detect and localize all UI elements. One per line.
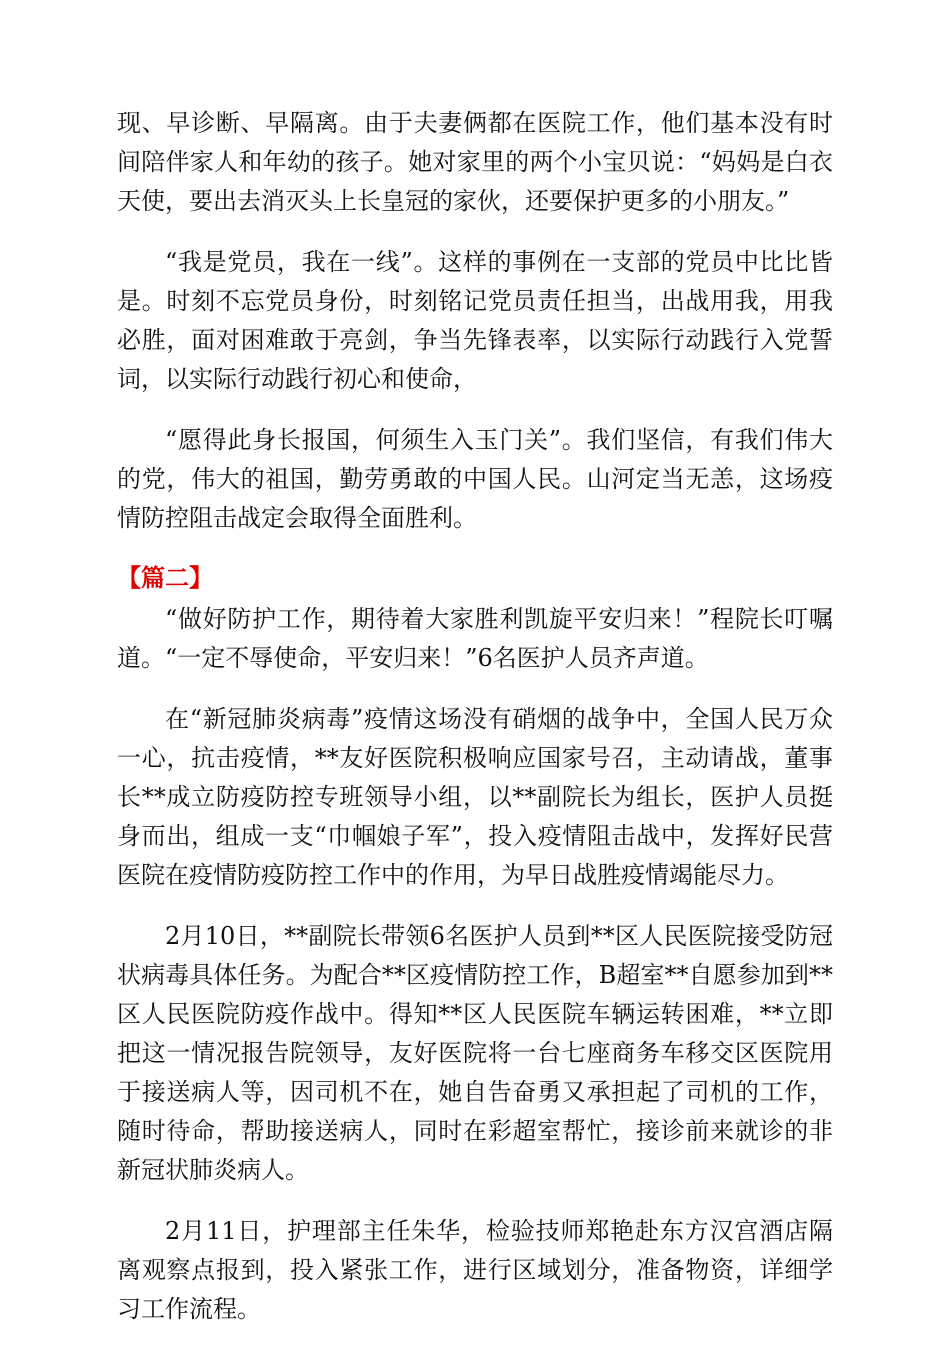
paragraph-continued: 现、早诊断、早隔离。由于夫妻俩都在医院工作，他们基本没有时间陪伴家人和年幼的孩子。她对家里的两个小宝贝说：“妈妈是白衣天使，要出去消灭头上长皇冠的家伙，还要保护更多的小朋友。”	[117, 109, 833, 215]
paragraph-poem-quote: “愿得此身长报国，何须生入玉门关”。我们坚信，有我们伟大的党，伟大的祖国，勤劳勇敢的中国人民。山河定当无恙，这场疫情防控阻击战定会取得全面胜利。	[117, 426, 833, 532]
section-title: 【篇二】	[117, 564, 213, 592]
document-body	[117, 104, 833, 1351]
paragraph-farewell: “做好防护工作，期待着大家胜利凯旋平安归来！”程院长叮嘱道。“一定不辱使命，平安归来！”6名医护人员齐声道。	[117, 605, 833, 672]
paragraph-feb-10: 2月10日，**副院长带领6名医护人员到**区人民医院接受防冠状病毒具体任务。为配合**区疫情防控工作，B超室**自愿参加到**区人民医院防疫作战中。得知**区人民医院车辆运转困难，**立即把这一情况报告院领导，友好医院将一台七座商务车移交区医院用于接送病人等，因司机不在，她自告奋勇又承担起了司机的工作，随时待命，帮助接送病人，同时在彩超室帮忙，接诊前来就诊的非新冠状肺炎病人。	[117, 922, 833, 1184]
paragraph-epidemic-response: 在“新冠肺炎病毒”疫情这场没有硝烟的战争中，全国人民万众一心，抗击疫情，**友好医院积极响应国家号召，主动请战，董事长**成立防疫防控专班领导小组，以**副院长为组长，医护人员挺身而出，组成一支“巾帼娘子军”，投入疫情阻击战中，发挥好民营医院在疫情防疫防控工作中的作用，为早日战胜疫情竭能尽力。	[117, 705, 833, 889]
paragraph-feb-11: 2月11日，护理部主任朱华，检验技师郑艳赴东方汉宫酒店隔离观察点报到，投入紧张工作，进行区域划分，准备物资，详细学习工作流程。	[117, 1217, 833, 1323]
paragraph-party-member: “我是党员，我在一线”。这样的事例在一支部的党员中比比皆是。时刻不忘党员身份，时刻铭记党员责任担当，出战用我，用我必胜，面对困难敢于亮剑，争当先锋表率，以实际行动践行入党誓词，以实际行动践行初心和使命，	[117, 248, 833, 393]
